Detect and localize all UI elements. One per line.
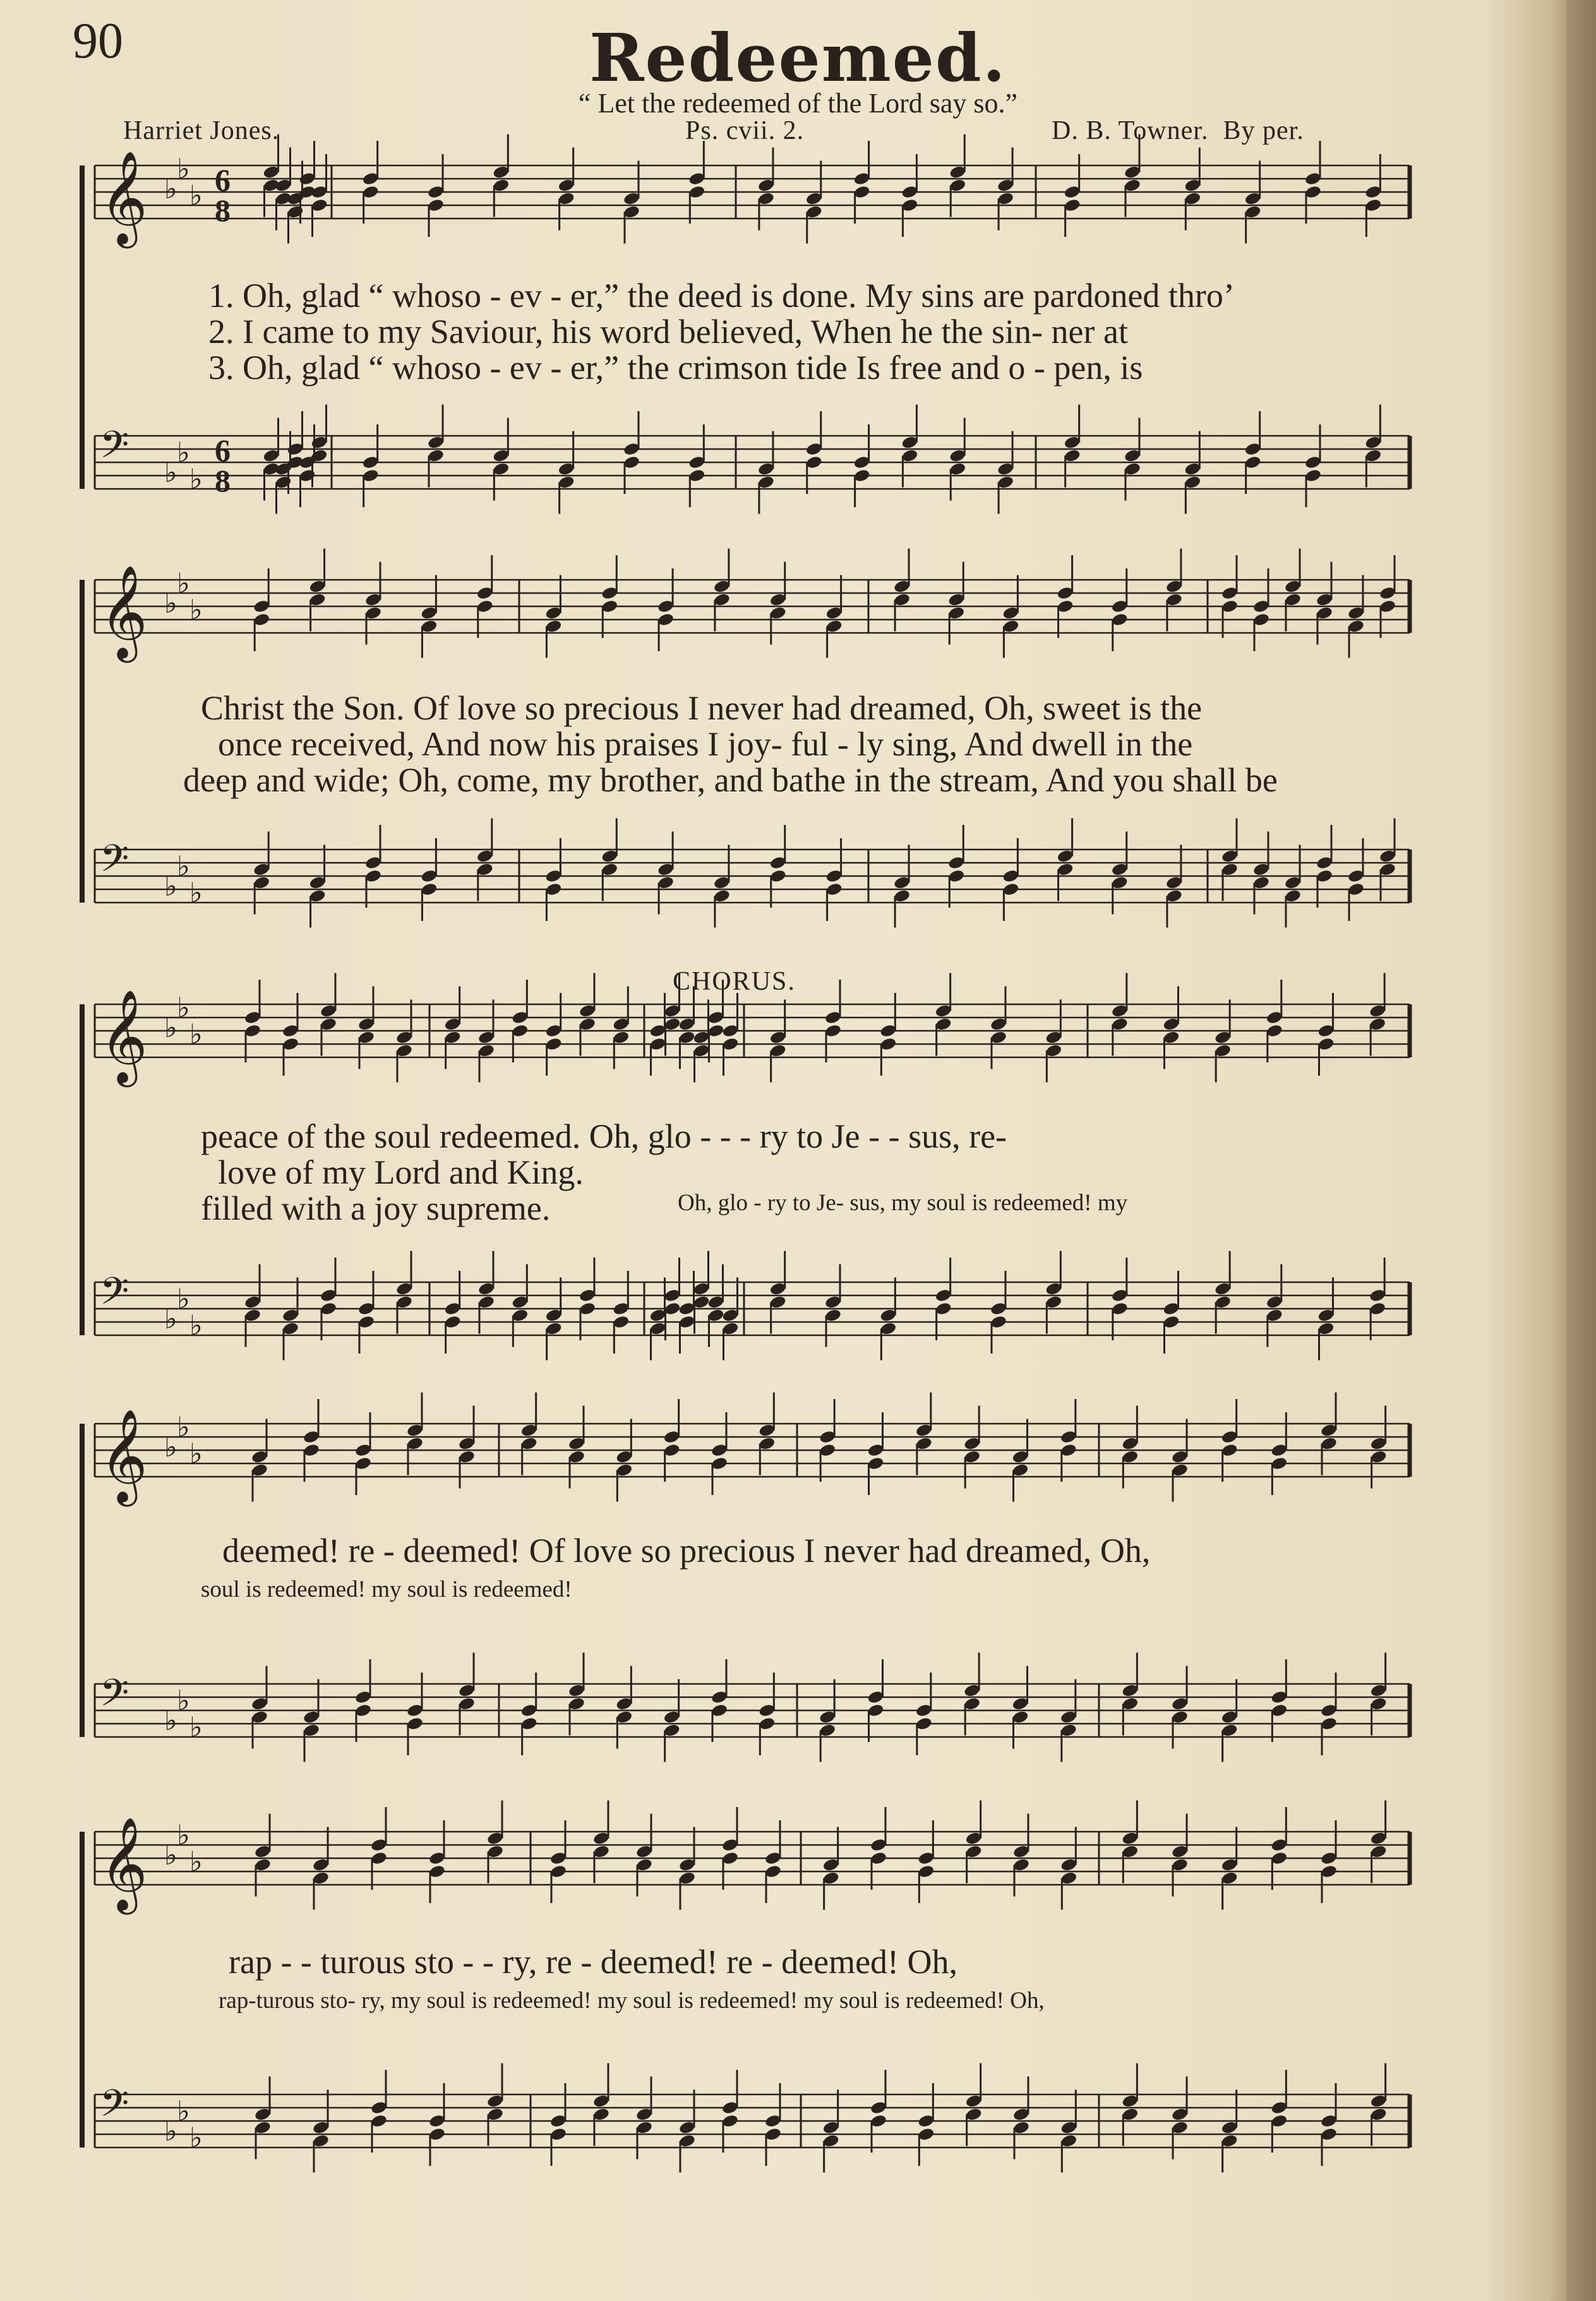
verse-2-line-3: love of my Lord and King. (218, 1153, 584, 1191)
bass-clef: 𝄢 (100, 423, 129, 476)
flat-sign: ♭ (189, 1309, 203, 1342)
epigraph: “ Let the redeemed of the Lord say so.” (578, 88, 1018, 119)
flat-sign: ♭ (189, 1018, 203, 1051)
flat-sign: ♭ (164, 173, 177, 205)
permission-note: By per. (1223, 116, 1304, 145)
flat-sign: ♭ (189, 1438, 203, 1470)
flat-sign: ♭ (164, 587, 177, 620)
chorus-line-4: deemed! re - deemed! Of love so precious I never had dreamed, Oh, (222, 1532, 1151, 1570)
time-signature-top: 6 (215, 433, 231, 468)
treble-clef: 𝄞 (100, 989, 148, 1083)
composer-name: D. B. Towner. (1052, 116, 1209, 145)
verse-1-line-3: peace of the soul redeemed. Oh, glo - - - ry to Je - - sus, re- (201, 1117, 1007, 1155)
flat-sign: ♭ (177, 1411, 190, 1444)
flat-sign: ♭ (164, 1705, 177, 1737)
time-signature-bottom: 8 (215, 463, 231, 498)
flat-sign: ♭ (177, 153, 190, 186)
flat-sign: ♭ (177, 1685, 190, 1717)
page-number: 90 (73, 13, 123, 69)
scripture-reference: Ps. cvii. 2. (685, 116, 805, 145)
flat-sign: ♭ (164, 870, 177, 903)
flat-sign: ♭ (164, 1303, 177, 1335)
treble-clef: 𝄞 (100, 1409, 148, 1503)
verse-3-line-1: 3. Oh, glad “ whoso - ev - er,” the crimson tide Is free and o - pen, is (208, 349, 1143, 387)
chorus-label: CHORUS. (673, 967, 796, 996)
bass-clef: 𝄢 (100, 2081, 129, 2134)
flat-sign: ♭ (189, 594, 203, 627)
flat-sign: ♭ (164, 457, 177, 489)
flat-sign: ♭ (177, 992, 190, 1024)
flat-sign: ♭ (177, 436, 190, 469)
time-signature-top: 6 (215, 162, 231, 198)
treble-clef: 𝄞 (100, 1817, 148, 1911)
bass-clef: 𝄢 (100, 836, 129, 889)
flat-sign: ♭ (177, 1283, 190, 1316)
flat-sign: ♭ (164, 1012, 177, 1044)
author-credit: Harriet Jones. (123, 116, 280, 145)
verse-2-line-1: 2. I came to my Saviour, his word believed, When he the sin- ner at (208, 313, 1128, 351)
verse-2-line-2: once received, And now his praises I joy- ful - ly sing, And dwell in the (218, 725, 1193, 763)
bass-words-line-5: rap-turous sto- ry, my soul is redeemed! my soul is redeemed! my soul is redeemed! Oh, (219, 1988, 1045, 2014)
flat-sign: ♭ (177, 567, 190, 600)
verse-1-line-1: 1. Oh, glad “ whoso - ev - er,” the deed is done. My sins are pardoned thro’ (208, 277, 1235, 315)
verse-3-line-3: filled with a joy supreme. (201, 1189, 551, 1227)
time-signature-bottom: 8 (215, 193, 231, 228)
verse-1-line-2: Christ the Son. Of love so precious I never had dreamed, Oh, sweet is the (201, 689, 1203, 727)
flat-sign: ♭ (164, 1839, 177, 1871)
flat-sign: ♭ (189, 2122, 203, 2154)
flat-sign: ♭ (177, 2095, 190, 2128)
flat-sign: ♭ (189, 877, 203, 910)
flat-sign: ♭ (189, 1711, 203, 1744)
treble-clef: 𝄞 (100, 565, 148, 659)
flat-sign: ♭ (189, 1846, 203, 1878)
flat-sign: ♭ (164, 1431, 177, 1463)
flat-sign: ♭ (164, 2115, 177, 2148)
flat-sign: ♭ (189, 179, 203, 212)
flat-sign: ♭ (189, 463, 203, 496)
flat-sign: ♭ (177, 1819, 190, 1852)
verse-3-line-2: deep and wide; Oh, come, my brother, and bathe in the stream, And you shall be (183, 761, 1278, 799)
treble-clef: 𝄞 (100, 150, 148, 244)
bass-clef: 𝄢 (100, 1671, 129, 1724)
bass-clef: 𝄢 (100, 1269, 129, 1322)
hymn-title: Redeemed. (589, 19, 1007, 97)
flat-sign: ♭ (177, 850, 190, 883)
bass-words-line-3: Oh, glo - ry to Je- sus, my soul is redeemed! my (678, 1190, 1128, 1216)
bass-words-line-4: soul is redeemed! my soul is redeemed! (201, 1577, 572, 1602)
page-edge-shadow (1566, 0, 1596, 2301)
chorus-line-5: rap - - turous sto - - ry, re - deemed! re - deemed! Oh, (229, 1943, 958, 1981)
